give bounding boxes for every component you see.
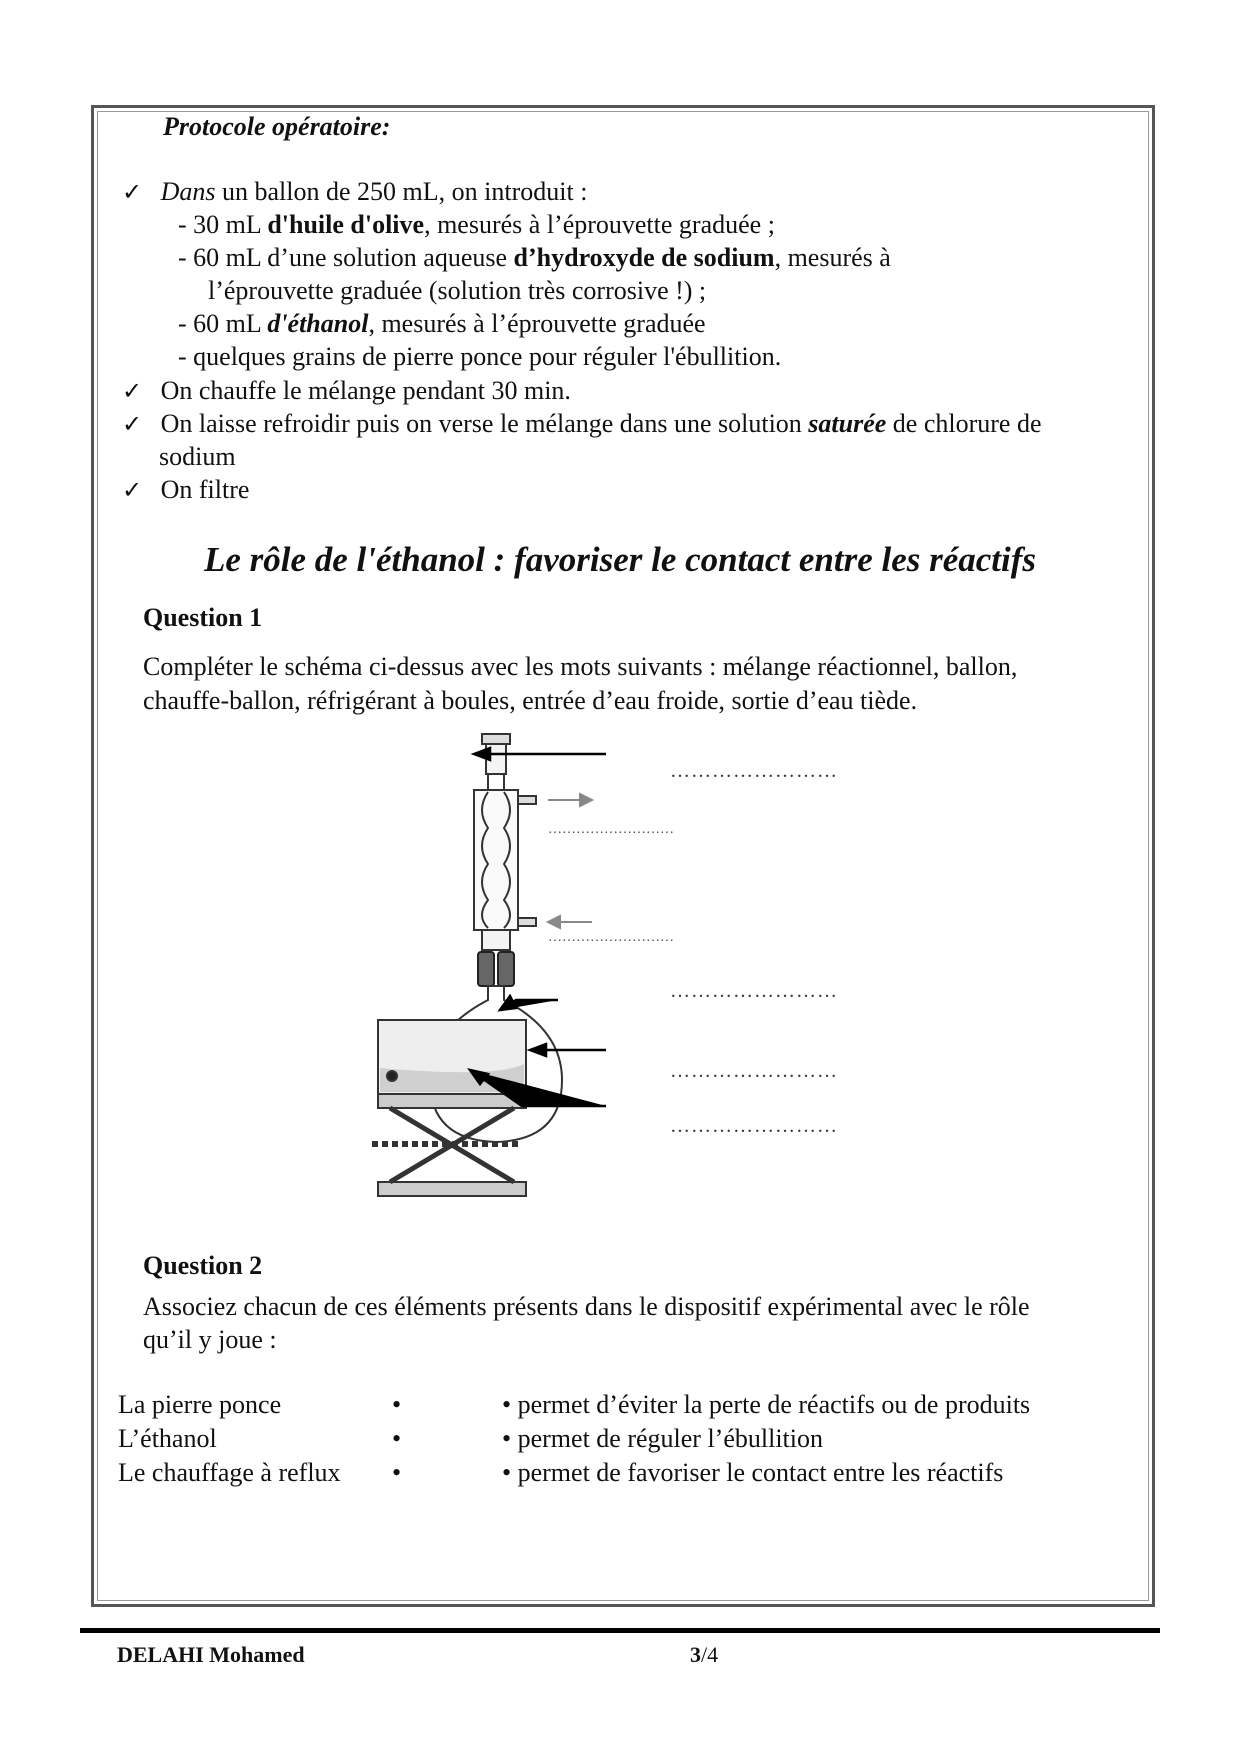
protocol-sub-1: - 30 mL d'huile d'olive, mesurés à l’éprouvette graduée ; [178,210,775,239]
footer-page-number: 3/4 [690,1642,719,1667]
blank-water-outlet: ……………………… [548,822,674,837]
protocol-step-1: ✓ Dans un ballon de 250 mL, on introduit : [122,177,588,206]
footer-rule [80,1628,1160,1633]
match-bullet: • [392,1390,402,1419]
match-bullet: • [392,1458,402,1487]
match-left-item: Le chauffage à reflux [118,1458,341,1487]
match-right-list [502,1388,1030,1490]
protocol-sub-4: - quelques grains de pierre ponce pour réguler l'ébullition. [178,342,782,371]
check-icon: ✓ [122,412,143,438]
water-arrows [548,794,592,928]
question-1-heading: Question 1 [143,603,263,632]
match-bullet: • [392,1424,402,1453]
match-right-item: • permet de réguler l’ébullition [502,1424,823,1453]
protocol-sub-3: - 60 mL d'éthanol, mesurés à l’éprouvette graduée [178,309,706,338]
protocol-sub-2-cont: l’éprouvette graduée (solution très corrosive !) ; [208,276,707,305]
blank-water-inlet: ……………………… [548,930,674,945]
check-icon: ✓ [122,478,143,504]
match-bullets [392,1388,401,1490]
protocol-step-4: ✓ On filtre [122,475,250,504]
question-2-text-2: qu’il y joue : [143,1325,277,1354]
match-left-item: L’éthanol [118,1424,217,1453]
footer-author: DELAHI Mohamed [117,1642,305,1667]
check-icon: ✓ [122,379,143,405]
blank-condenser: …………………… [670,760,838,782]
protocol-sub-2: - 60 mL d’une solution aqueuse d’hydroxyde de sodium, mesurés à [178,243,891,272]
protocol-step-2: ✓ On chauffe le mélange pendant 30 min. [122,376,571,405]
blank-heater: …………………… [670,1115,838,1137]
protocol-step-3-cont: sodium [159,442,236,471]
blank-flask: …………………… [670,980,838,1002]
match-right-item: • permet de favoriser le contact entre les réactifs [502,1458,1004,1487]
section-title: Le rôle de l'éthanol : favoriser le contact entre les réactifs [203,540,1037,579]
reflux-diagram [370,730,870,1220]
match-right-item: • permet d’éviter la perte de réactifs ou de produits [502,1390,1031,1419]
question-2-text-1: Associez chacun de ces éléments présents dans le dispositif expérimental avec le rôle [143,1292,1030,1321]
question-2-heading: Question 2 [143,1251,263,1280]
question-1-text-2: chauffe-ballon, réfrigérant à boules, entrée d’eau froide, sortie d’eau tiède. [143,686,918,715]
blank-mixture: …………………… [670,1060,838,1082]
match-left-item: La pierre ponce [118,1390,282,1419]
protocol-heading: Protocole opératoire: [163,112,391,141]
check-icon: ✓ [122,180,143,206]
question-1-text-1: Compléter le schéma ci-dessus avec les mots suivants : mélange réactionnel, ballon, [143,652,1018,681]
protocol-step-3: ✓ On laisse refroidir puis on verse le mélange dans une solution saturée de chlorure de [122,409,1042,438]
condenser [474,734,536,950]
match-left-list [118,1388,341,1490]
clamp [478,952,514,986]
